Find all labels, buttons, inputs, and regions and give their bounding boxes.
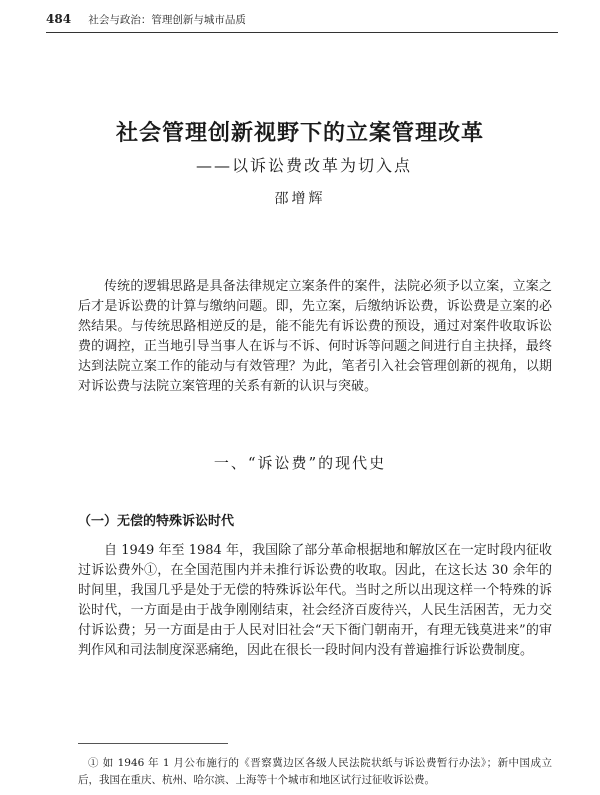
article-subtitle: ——以诉讼费改革为切入点 [196, 156, 413, 175]
page-number: 484 [46, 12, 72, 26]
footnote-rule [78, 743, 228, 744]
footnote: ① 如 1946 年 1 月公布施行的《晋察冀边区各级人民法院状纸与诉讼费暂行办法》；新中国成立后，我国在重庆、杭州、哈尔滨、上海等十个城市和地区试行过征收诉讼费。 [78, 757, 552, 786]
running-header [46, 12, 566, 30]
article-author: 邵增辉 [274, 191, 326, 207]
body-paragraph: 自 1949 年至 1984 年，我国除了部分革命根据地和解放区在一定时段内征收过诉讼费外①，在全国范围内并未推行诉讼费的收取。因此，在这长达 30 余年的时间里，我国几乎是处于无偿的特殊诉讼年代。当时之所以出现这样一个特殊的诉讼时代，一方面是由于战争刚刚结束，社会经济百废待兴，人民生活困苦，无力交付诉讼费；另一方面是由于人民对旧社会“天下衙门朝南开，有理无钱莫进来”的审判作风和司法制度深恶痛绝，因此在很长一段时间内没有普遍推行诉讼费制度。 [78, 543, 552, 658]
subsection-heading: （一）无偿的特殊诉讼时代 [78, 514, 235, 529]
abstract-paragraph: 传统的逻辑思路是具备法律规定立案条件的案件，法院必须予以立案，立案之后才是诉讼费的计算与缴纳问题。即，先立案，后缴纳诉讼费，诉讼费是立案的必然结果。与传统思路相逆反的是，能不能先有诉讼费的预设，通过对案件收取诉讼费的调控，正当地引导当事人在诉与不诉、何时诉等问题之间进行自主抉择，最终达到法院立案工作的能动与有效管理？为此，笔者引入社会管理创新的视角，以期对诉讼费与法院立案管理的关系有新的认识与突破。 [78, 279, 552, 394]
running-title: 社会与政治：管理创新与城市品质 [88, 14, 246, 26]
section-heading: 一、“诉讼费”的现代史 [213, 454, 387, 472]
article-title: 社会管理创新视野下的立案管理改革 [115, 120, 484, 146]
header-rule [46, 32, 558, 33]
